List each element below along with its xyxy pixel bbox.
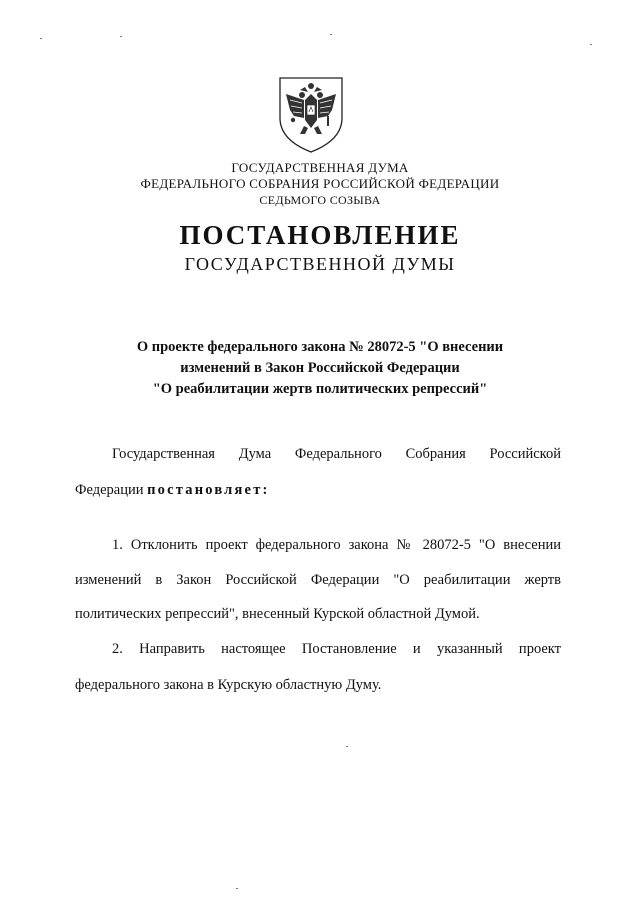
scan-speck — [40, 38, 42, 39]
clause-1-line-3: политических репрессий", внесенный Курской областной Думой. — [75, 606, 480, 622]
header-line-1: ГОСУДАРСТВЕННАЯ ДУМА — [231, 160, 409, 175]
clause-1-line-1: 1. Отклонить проект федерального закона № 28072-5 "О внесении — [112, 537, 561, 553]
scan-speck — [236, 888, 238, 889]
header-line-2: ФЕДЕРАЛЬНОГО СОБРАНИЯ РОССИЙСКОЙ ФЕДЕРАЦИИ — [140, 176, 500, 191]
subject-line-1: О проекте федерального закона № 28072-5 "О внесении — [136, 339, 504, 355]
subject-line-2: изменений в Закон Российской Федерации — [180, 360, 460, 376]
subject-line-3: "О реабилитации жертв политических репрессий" — [152, 381, 488, 397]
scan-speck — [330, 34, 332, 35]
clause-2-line-2: федерального закона в Курскую областную Думу. — [75, 677, 382, 693]
header-line-3: СЕДЬМОГО СОЗЫВА — [259, 193, 381, 207]
document-issuer-title: ГОСУДАРСТВЕННОЙ ДУМЫ — [184, 254, 456, 274]
document-type-title: ПОСТАНОВЛЕНИЕ — [179, 220, 461, 250]
preamble-line-1: Государственная Дума Федерального Собрания Российской — [112, 446, 561, 462]
scan-speck — [120, 36, 122, 37]
clause-2-line-1: 2. Направить настоящее Постановление и указанный проект — [112, 641, 561, 657]
coat-of-arms-emblem — [274, 70, 348, 154]
preamble-line-2-start: Федерации — [75, 482, 148, 498]
scan-speck — [590, 44, 592, 45]
clause-1-line-2: изменений в Закон Российской Федерации "О реабилитации жертв — [75, 572, 561, 588]
resolves-word: постановляет: — [147, 482, 270, 498]
preamble-line-2 — [75, 482, 270, 499]
scan-speck — [346, 746, 348, 747]
